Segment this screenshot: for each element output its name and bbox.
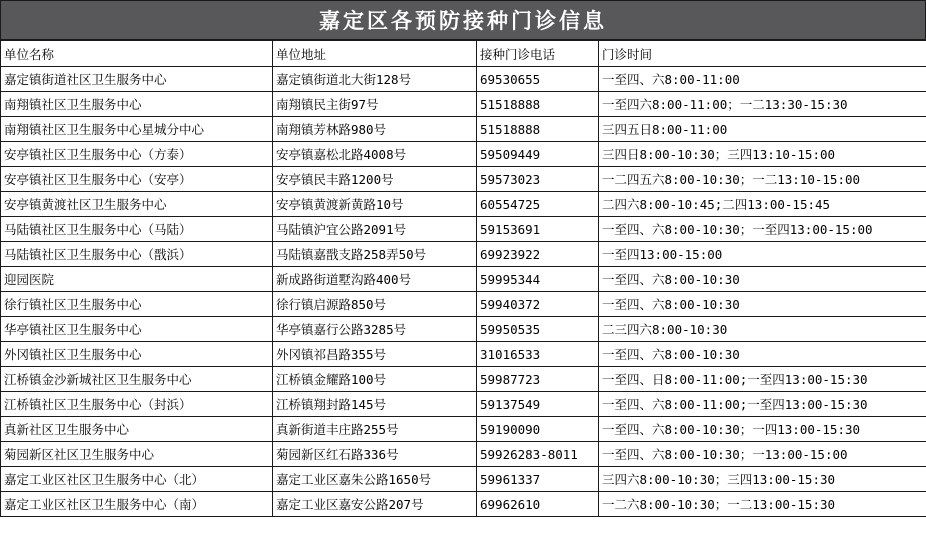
table-row [1,392,926,417]
cell-unit-name: 外冈镇社区卫生服务中心 [1,342,273,367]
header-unit-name: 单位名称 [1,41,273,67]
cell-clinic-hours: 三四六8:00-10:30；三四13:00-15:30 [599,467,926,492]
cell-unit-address: 真新街道丰庄路255号 [273,417,477,442]
cell-unit-name: 安亭镇黄渡社区卫生服务中心 [1,192,273,217]
table-row [1,142,926,167]
cell-clinic-hours: 二三四六8:00-10:30 [599,317,926,342]
cell-unit-name: 江桥镇金沙新城社区卫生服务中心 [1,367,273,392]
cell-unit-address: 嘉定工业区嘉朱公路1650号 [273,467,477,492]
cell-unit-address: 新成路街道墅沟路400号 [273,267,477,292]
cell-unit-address: 安亭镇黄渡新黄路10号 [273,192,477,217]
cell-clinic-hours: 二四六8:00-10:45;二四13:00-15:45 [599,192,926,217]
cell-unit-address: 安亭镇民丰路1200号 [273,167,477,192]
cell-unit-name: 江桥镇社区卫生服务中心（封浜） [1,392,273,417]
table-row [1,267,926,292]
table-row [1,367,926,392]
cell-phone: 69962610 [477,492,599,517]
cell-phone: 59987723 [477,367,599,392]
cell-phone: 51518888 [477,92,599,117]
cell-unit-address: 马陆镇嘉戬支路258弄50号 [273,242,477,267]
cell-unit-name: 菊园新区社区卫生服务中心 [1,442,273,467]
cell-clinic-hours: 一二六8:00-10:30；一二13:00-15:30 [599,492,926,517]
cell-phone: 59137549 [477,392,599,417]
cell-unit-name: 嘉定工业区社区卫生服务中心（南） [1,492,273,517]
cell-unit-name: 安亭镇社区卫生服务中心（安亭） [1,167,273,192]
cell-clinic-hours: 一至四、六8:00-11:00;一至四13:00-15:30 [599,392,926,417]
cell-phone: 59961337 [477,467,599,492]
cell-unit-address: 马陆镇沪宜公路2091号 [273,217,477,242]
cell-phone: 59509449 [477,142,599,167]
clinic-table-body [1,41,926,517]
cell-phone: 59190090 [477,417,599,442]
cell-clinic-hours: 一至四、日8:00-11:00;一至四13:00-15:30 [599,367,926,392]
cell-clinic-hours: 一至四、六8:00-10:30 [599,267,926,292]
cell-unit-address: 嘉定工业区嘉安公路207号 [273,492,477,517]
clinic-table [0,40,926,517]
table-row [1,117,926,142]
cell-clinic-hours: 一至四、六8:00-10:30；一四13:00-15:30 [599,417,926,442]
cell-unit-name: 华亭镇社区卫生服务中心 [1,317,273,342]
table-row [1,92,926,117]
cell-clinic-hours: 一至四、六8:00-10:30；一13:00-15:00 [599,442,926,467]
cell-phone: 51518888 [477,117,599,142]
cell-unit-address: 嘉定镇街道北大街128号 [273,67,477,92]
table-row [1,292,926,317]
table-row [1,167,926,192]
cell-phone: 59926283-8011 [477,442,599,467]
header-clinic-hours: 门诊时间 [599,41,926,67]
cell-unit-address: 南翔镇芳林路980号 [273,117,477,142]
cell-unit-address: 江桥镇金耀路100号 [273,367,477,392]
cell-phone: 59995344 [477,267,599,292]
cell-clinic-hours: 一至四、六8:00-10:30 [599,292,926,317]
table-row [1,342,926,367]
table-row [1,67,926,92]
cell-unit-name: 马陆镇社区卫生服务中心（戬浜） [1,242,273,267]
cell-clinic-hours: 一至四、六8:00-11:00 [599,67,926,92]
cell-unit-address: 南翔镇民主街97号 [273,92,477,117]
cell-unit-name: 嘉定工业区社区卫生服务中心（北） [1,467,273,492]
cell-clinic-hours: 三四日8:00-10:30；三四13:10-15:00 [599,142,926,167]
header-phone: 接种门诊电话 [477,41,599,67]
table-row [1,417,926,442]
cell-unit-name: 迎园医院 [1,267,273,292]
header-unit-address: 单位地址 [273,41,477,67]
table-row [1,467,926,492]
cell-phone: 59940372 [477,292,599,317]
cell-unit-name: 南翔镇社区卫生服务中心 [1,92,273,117]
cell-unit-address: 外冈镇祁昌路355号 [273,342,477,367]
cell-unit-address: 华亭镇嘉行公路3285号 [273,317,477,342]
page-title: 嘉定区各预防接种门诊信息 [0,0,926,40]
cell-phone: 59950535 [477,317,599,342]
cell-clinic-hours: 一至四、六8:00-10:30 [599,342,926,367]
cell-unit-name: 真新社区卫生服务中心 [1,417,273,442]
cell-unit-name: 嘉定镇街道社区卫生服务中心 [1,67,273,92]
table-row [1,217,926,242]
cell-unit-name: 马陆镇社区卫生服务中心（马陆） [1,217,273,242]
table-row [1,192,926,217]
cell-unit-name: 徐行镇社区卫生服务中心 [1,292,273,317]
cell-phone: 59153691 [477,217,599,242]
cell-unit-address: 徐行镇启源路850号 [273,292,477,317]
cell-unit-address: 安亭镇嘉松北路4008号 [273,142,477,167]
cell-clinic-hours: 一至四13:00-15:00 [599,242,926,267]
cell-unit-name: 南翔镇社区卫生服务中心星城分中心 [1,117,273,142]
cell-clinic-hours: 三四五日8:00-11:00 [599,117,926,142]
cell-phone: 59573023 [477,167,599,192]
table-row [1,242,926,267]
cell-clinic-hours: 一至四、六8:00-10:30；一至四13:00-15:00 [599,217,926,242]
cell-phone: 69530655 [477,67,599,92]
cell-clinic-hours: 一至四六8:00-11:00；一二13:30-15:30 [599,92,926,117]
cell-unit-address: 江桥镇翔封路145号 [273,392,477,417]
cell-unit-address: 菊园新区红石路336号 [273,442,477,467]
table-row [1,442,926,467]
table-row [1,317,926,342]
cell-phone: 69923922 [477,242,599,267]
cell-clinic-hours: 一二四五六8:00-10:30；一二13:10-15:00 [599,167,926,192]
cell-phone: 31016533 [477,342,599,367]
cell-phone: 60554725 [477,192,599,217]
table-header-row [1,41,926,67]
cell-unit-name: 安亭镇社区卫生服务中心（方泰） [1,142,273,167]
table-row [1,492,926,517]
